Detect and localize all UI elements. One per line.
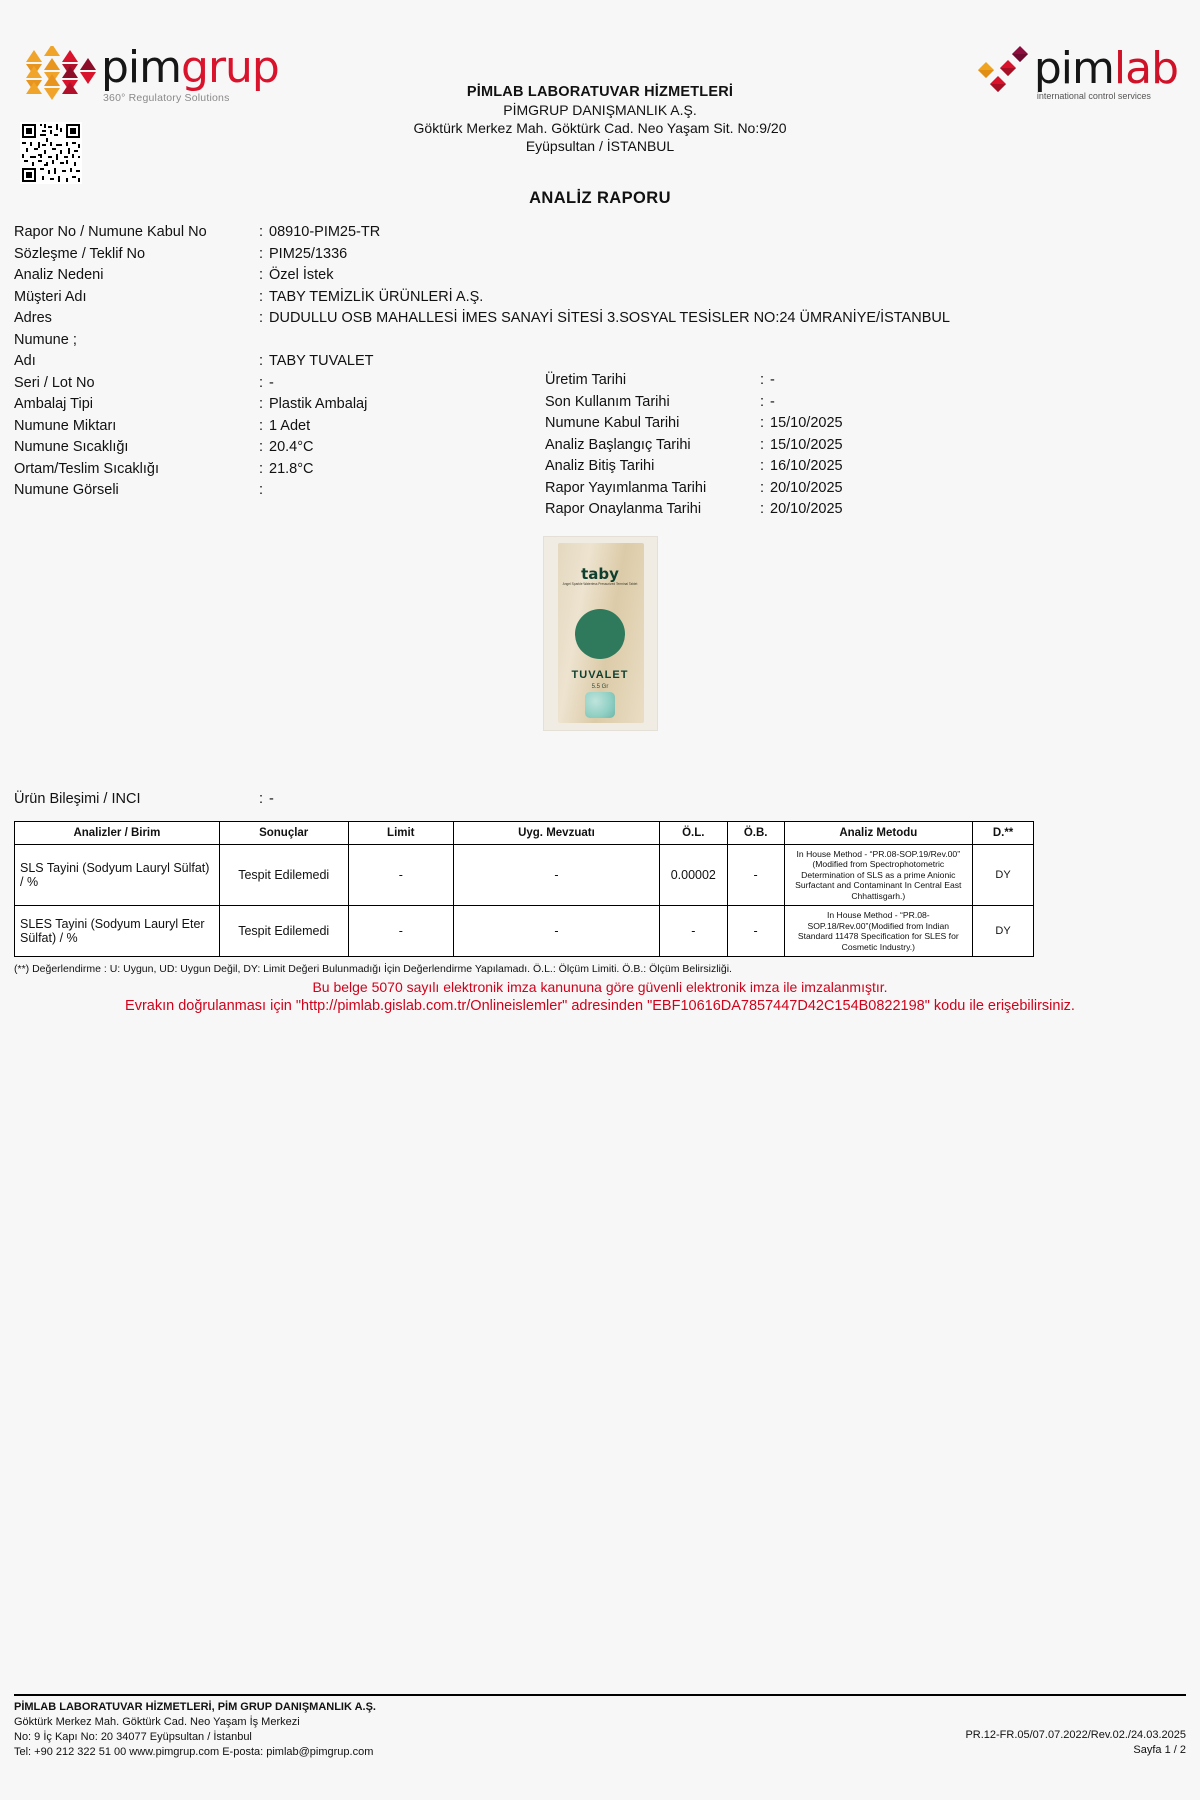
cell-measurement-limit: 0.00002 (659, 844, 727, 906)
cell-method: In House Method - “PR.08-SOP.19/Rev.00” (Modified from Spectrophotometric Determination of SLS as a prime Anionic Surfactant and Contaminant In Central East Chhattisgarh.) (784, 844, 973, 906)
table-column-header: Uyg. Mevzuatı (454, 821, 660, 844)
info-left-item-label: Seri / Lot No (14, 374, 95, 391)
page-title: ANALİZ RAPORU (529, 189, 671, 207)
table-header-row (15, 821, 1034, 844)
cell-limit: - (348, 906, 453, 957)
info-right-item-separator: : (760, 372, 765, 388)
info-left-item-separator (259, 330, 269, 352)
pimlab-logo (970, 40, 1178, 102)
info-left-item-separator: : (259, 245, 264, 262)
info-left-item-label: Müşteri Adı (14, 288, 87, 305)
pimlab-logo-icon (970, 40, 1032, 102)
footer-company: PİMLAB LABORATUVAR HİZMETLERİ, PİM GRUP DANIŞMANLIK A.Ş. (14, 1701, 376, 1713)
cell-evaluation: DY (973, 844, 1034, 906)
footer-divider (14, 1694, 1186, 1696)
info-left-item-row (14, 308, 1200, 330)
info-right-item-row (545, 392, 843, 414)
info-right-item-separator: : (760, 415, 765, 431)
sample-brand-label: taby (581, 564, 619, 583)
pimlab-word-part2: lab (1113, 43, 1178, 94)
info-right-item-row (545, 435, 843, 457)
table-column-header: Sonuçlar (219, 821, 348, 844)
cell-result: Tespit Edilemedi (219, 906, 348, 957)
info-left-item-label: Adres (14, 310, 52, 326)
info-left-item-value: TABY TEMİZLİK ÜRÜNLERİ A.Ş. (269, 288, 484, 305)
cell-method: In House Method - “PR.08-SOP.18/Rev.00”(Modified from Indian Standard 11478 Specification for SLES for Cosmetic Industry.) (784, 906, 973, 957)
info-left-item-label: Sözleşme / Teklif No (14, 245, 146, 262)
info-left-item-separator: : (259, 374, 264, 391)
info-right-item-value: 20/10/2025 (770, 479, 843, 496)
info-left-item-value: 1 Adet (269, 417, 311, 434)
inci-separator: : (259, 790, 264, 807)
cell-limit: - (348, 844, 453, 906)
info-left-item-value: Özel İstek (269, 267, 334, 283)
info-right-item-label: Son Kullanım Tarihi (545, 393, 670, 410)
info-left-item-label: Numune Görseli (14, 482, 119, 498)
cell-analysis-name: SLES Tayini (Sodyum Lauryl Eter Sülfat) / % (15, 906, 220, 957)
info-right-item-row (545, 370, 843, 392)
info-left-item-value: 20.4°C (269, 439, 314, 455)
cell-result: Tespit Edilemedi (219, 844, 348, 906)
info-left-item-value: DUDULLU OSB MAHALLESİ İMES SANAYİ SİTESİ 3.SOSYAL TESİSLER NO:24 ÜMRANİYE/İSTANBUL (269, 310, 950, 326)
info-left-item-row (14, 265, 1200, 287)
info-right-item-separator: : (760, 436, 765, 453)
info-left-item-label: Numune ; (14, 331, 77, 348)
footer-page-number: Sayfa 1 / 2 (1133, 1744, 1186, 1756)
verification-note: Evrakın doğrulanması için "http://pimlab.gislab.com.tr/Onlineislemler" adresinden "EBF10616DA7857447D42C154B0822198" kodu ile erişebilirsiniz. (125, 998, 1075, 1014)
pimgrup-word-part2: grup (181, 42, 279, 93)
info-right-item-separator: : (760, 458, 765, 474)
pimgrup-tagline: 360° Regulatory Solutions (103, 92, 230, 104)
footer-contact: Tel: +90 212 322 51 00 www.pimgrup.com E-posta: pimlab@pimgrup.com (14, 1746, 374, 1758)
info-right-item-value: 15/10/2025 (770, 436, 843, 453)
info-left-item-separator: : (259, 417, 264, 434)
info-left-item-label: Ambalaj Tipi (14, 396, 93, 412)
table-column-header: Analiz Metodu (784, 821, 973, 844)
info-right-item-label: Analiz Başlangıç Tarihi (545, 436, 691, 453)
info-right-item-separator: : (760, 479, 765, 496)
info-right-item-value: 15/10/2025 (770, 415, 843, 431)
info-left-item-value: 21.8°C (269, 460, 314, 477)
info-left-item-separator: : (259, 396, 264, 412)
sample-green-disc (575, 609, 625, 659)
info-left-item-separator: : (259, 267, 264, 283)
info-right-column (545, 370, 843, 521)
sample-product-type: TUVALET (571, 668, 629, 681)
info-left-item-separator: : (259, 288, 264, 305)
info-right-item-row (545, 413, 843, 435)
info-left-item-label: Ortam/Teslim Sıcaklığı (14, 460, 160, 477)
pimlab-tagline: international control services (1036, 91, 1151, 101)
info-left-item-value: - (269, 374, 274, 391)
table-column-header: Limit (348, 821, 453, 844)
info-left-item-row (14, 287, 1200, 309)
info-right-item-label: Üretim Tarihi (545, 372, 627, 388)
cell-regulation: - (454, 844, 660, 906)
info-left-item-value (269, 330, 1200, 352)
table-column-header: D.** (973, 821, 1034, 844)
info-right-item-label: Rapor Onaylanma Tarihi (545, 501, 702, 517)
pimlab-word-part1: pim (1033, 43, 1114, 94)
info-right-item-label: Analiz Bitiş Tarihi (545, 458, 655, 474)
info-left-item-label: Rapor No / Numune Kabul No (14, 224, 207, 240)
info-left-item-value: TABY TUVALET (269, 353, 374, 369)
footer-address-1: Göktürk Merkez Mah. Göktürk Cad. Neo Yaşam İş Merkezi (14, 1716, 300, 1728)
info-left-item-value: PIM25/1336 (269, 245, 348, 262)
table-column-header: Analizler / Birim (15, 821, 220, 844)
company-name: PİMGRUP DANIŞMANLIK A.Ş. (503, 102, 697, 118)
analysis-results-table (14, 821, 1034, 958)
report-info-block (0, 222, 1200, 517)
info-right-item-row (545, 499, 843, 521)
footer-address-2: No: 9 İç Kapı No: 20 34077 Eyüpsultan / İstanbul (14, 1731, 252, 1743)
cell-measurement-uncertainty: - (727, 906, 784, 957)
inci-row (0, 791, 1200, 807)
lab-city-line: Eyüpsultan / İSTANBUL (525, 138, 675, 154)
sample-subbrand-label: Angel Sparkle Waterless Pressurized Terminal Tablet (562, 581, 638, 586)
report-footer (0, 1694, 1200, 1760)
info-right-item-value: - (770, 372, 775, 388)
info-left-item-separator: : (259, 353, 264, 369)
inci-label: Ürün Bileşimi / INCI (14, 790, 141, 807)
info-left-item-label: Numune Miktarı (14, 417, 117, 434)
sample-photo-wrap (0, 536, 1200, 731)
info-right-item-row (545, 456, 843, 478)
info-right-item-value: - (770, 393, 775, 410)
table-column-header: Ö.B. (727, 821, 784, 844)
cell-analysis-name: SLS Tayini (Sodyum Lauryl Sülfat) / % (15, 844, 220, 906)
legend-note: (**) Değerlendirme : U: Uygun, UD: Uygun Değil, DY: Limit Değeri Bulunmadığı İçin Değerlendirme Yapılamadı. Ö.L.: Ölçüm Limiti. Ö.B.: Ölçüm Belirsizliği. (14, 963, 732, 975)
sample-tablet (585, 692, 615, 718)
info-left-item-row (14, 222, 1200, 244)
info-left-item-row (14, 244, 1200, 266)
info-left-item-separator: : (259, 482, 264, 498)
table-row (15, 844, 1034, 906)
info-right-item-label: Rapor Yayımlanma Tarihi (545, 479, 707, 496)
report-header (0, 0, 1200, 185)
info-right-item-label: Numune Kabul Tarihi (545, 415, 680, 431)
cell-measurement-uncertainty: - (727, 844, 784, 906)
sample-photo (543, 536, 658, 731)
pimgrup-word-part1: pim (101, 42, 182, 93)
info-right-item-separator: : (760, 393, 765, 410)
table-column-header: Ö.L. (659, 821, 727, 844)
esignature-note: Bu belge 5070 sayılı elektronik imza kanununa göre güvenli elektronik imza ile imzalanmıştır. (312, 979, 888, 995)
cell-measurement-limit: - (659, 906, 727, 957)
info-left-item-label: Numune Sıcaklığı (14, 439, 129, 455)
footer-doc-code: PR.12-FR.05/07.07.2022/Rev.02./24.03.2025 (965, 1729, 1186, 1741)
info-left-item-separator: : (259, 460, 264, 477)
info-left-item-label: Analiz Nedeni (14, 267, 104, 283)
inci-value: - (269, 790, 274, 807)
info-right-item-row (545, 478, 843, 500)
sample-weight: 5.5 Gr (591, 683, 609, 690)
info-left-item-value: Plastik Ambalaj (269, 396, 368, 412)
info-right-item-value: 16/10/2025 (770, 458, 843, 474)
table-row (15, 906, 1034, 957)
lab-name: PİMLAB LABORATUVAR HİZMETLERİ (466, 84, 734, 100)
info-left-item-separator: : (259, 439, 264, 455)
info-left-item-row (14, 330, 1200, 352)
info-right-item-separator: : (760, 501, 765, 517)
cell-evaluation: DY (973, 906, 1034, 957)
pimlab-wordmark (1033, 43, 1178, 94)
info-left-item-label: Adı (14, 353, 36, 369)
cell-regulation: - (454, 906, 660, 957)
info-left-item-value: 08910-PIM25-TR (269, 224, 381, 240)
info-right-item-value: 20/10/2025 (770, 501, 843, 517)
lab-address-line: Göktürk Merkez Mah. Göktürk Cad. Neo Yaşam Sit. No:9/20 (413, 120, 787, 136)
info-left-item-separator: : (259, 310, 264, 326)
info-left-item-separator: : (259, 224, 264, 240)
